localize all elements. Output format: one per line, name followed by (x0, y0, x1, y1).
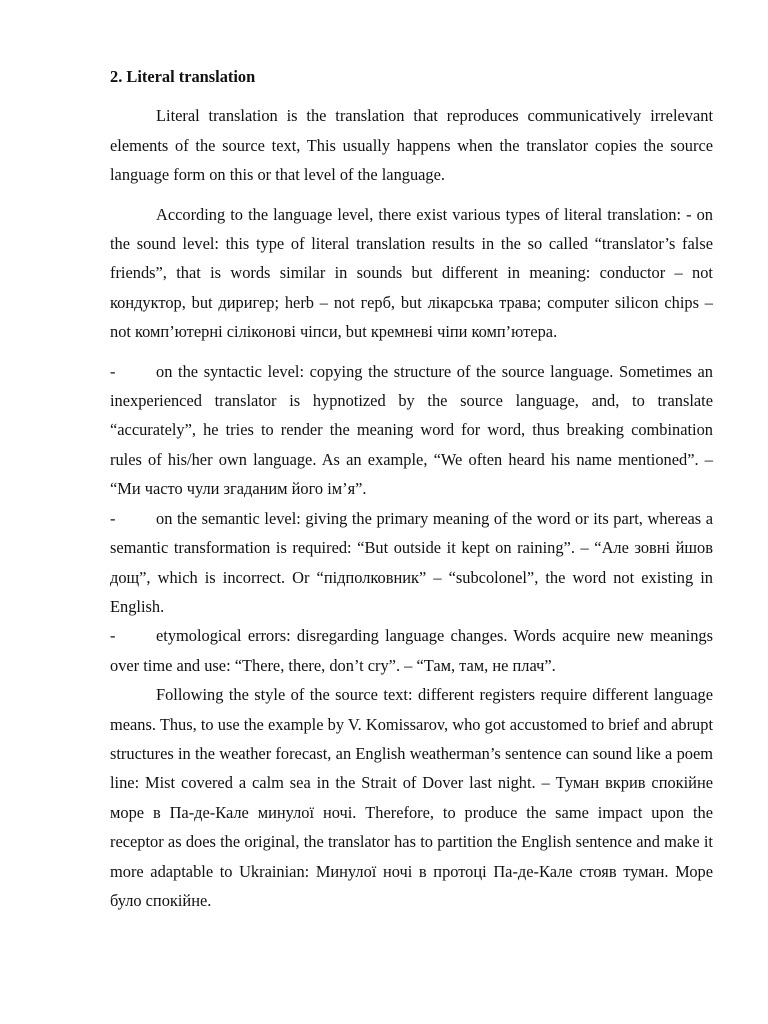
document-page (110, 62, 713, 915)
section-heading: 2. Literal translation (110, 67, 256, 86)
list-item-text: on the syntactic level: copying the structure of the source language. Sometimes an inexperienced translator is hypnotized by the source language, and, to translate “accurately”, he tries to render the meaning word for word, thus breaking combination rules of his/her own language. As an example, “We often heard his name mentioned”. – “Ми часто чули згаданим його ім’я”. (110, 361, 713, 499)
paragraph-style: Following the style of the source text: different registers require different language means. Thus, to use the example by V. Komissarov, who got accustomed to brief and abrupt structures in the weather forecast, an English weatherman’s sentence can sound like a poem line: Mist covered a calm sea in the Strait of Dover last night. – Туман вкрив спокійне море в Па-де-Кале минулої ночі. Therefore, to produce the same impact upon the receptor as does the original, the translator has to partition the English sentence and make it more adaptable to Ukrainian: Минулої ночі в протоці Па-де-Кале стояв туман. Море було спокійне. (110, 685, 713, 910)
paragraph-definition: Literal translation is the translation that reproduces communicatively irrelevant elements of the source text, This usually happens when the translator copies the source language form on this or that level of the language. (110, 106, 713, 185)
list-dash: - (110, 361, 116, 381)
list-item-semantic (110, 504, 713, 622)
list-dash: - (110, 626, 116, 646)
list-item-etymological (110, 621, 713, 680)
list-item-syntactic (110, 357, 713, 504)
list-item-text: etymological errors: disregarding language changes. Words acquire new meanings over time and use: “There, there, don’t cry”. – “Там, там, не плач”. (110, 626, 713, 675)
list-item-text: on the semantic level: giving the primary meaning of the word or its part, whereas a semantic transformation is required: “But outside it kept on raining”. – “Але зовні йшов дощ”, which is incorrect. Or “підполковник” – “subcolonel”, the word not existing in English. (110, 508, 713, 616)
list-dash: - (110, 508, 116, 528)
paragraph-language-levels: According to the language level, there exist various types of literal translation: - on the sound level: this type of literal translation results in the so called “translator’s false friends”, that is words similar in sounds but different in meaning: conductor – not кондуктор, but диригер; herb – not герб, but лікарська трава; computer silicon chips – not комп’ютерні сіліконові чіпси, but кремневі чіпи комп’ютера. (110, 204, 713, 342)
